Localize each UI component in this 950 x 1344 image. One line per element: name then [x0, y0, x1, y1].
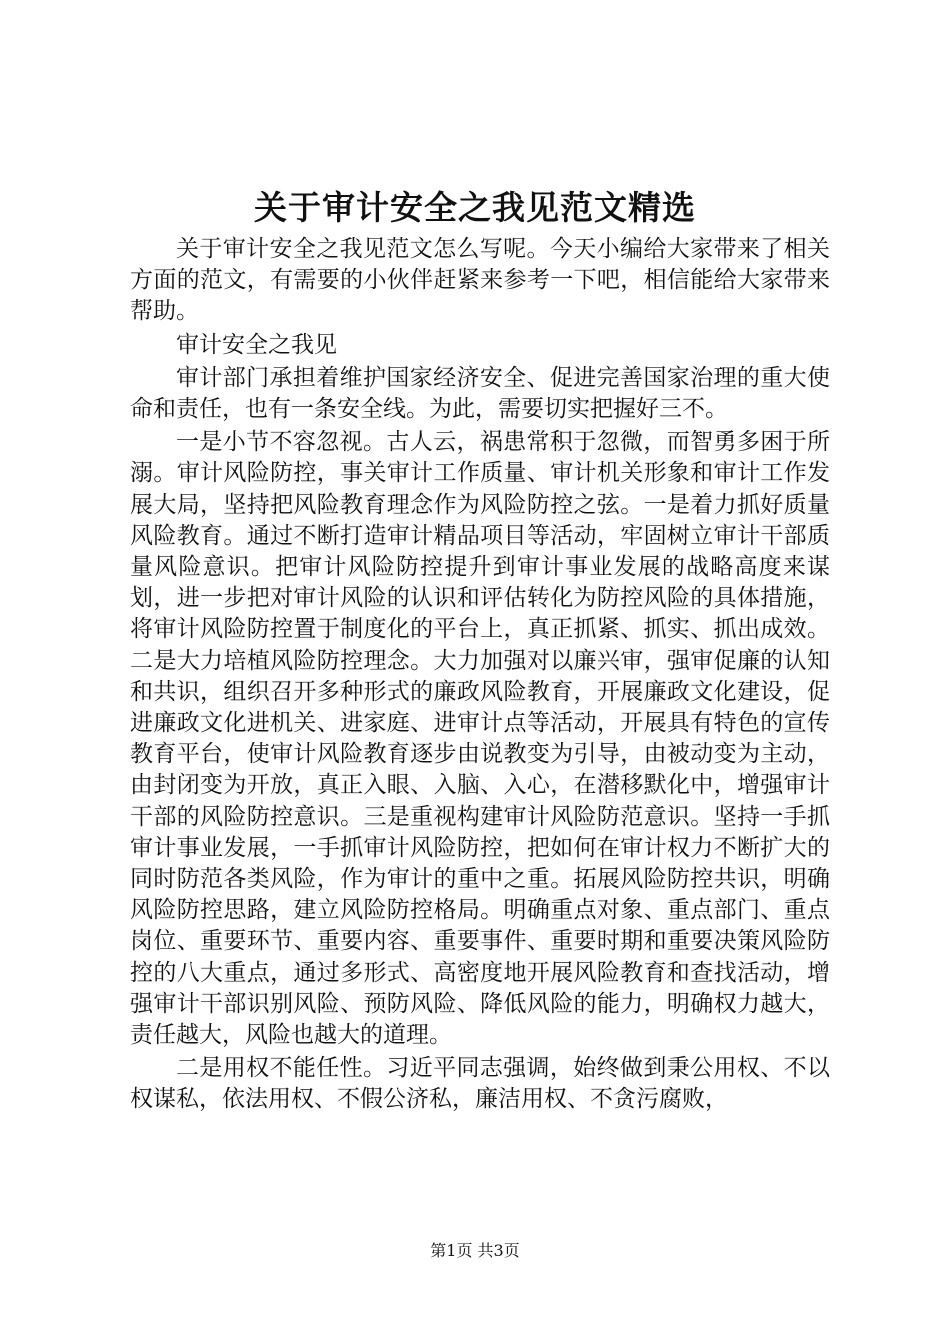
document-title: 关于审计安全之我见范文精选: [254, 188, 696, 227]
paragraph-heading: 审计安全之我见: [176, 331, 337, 358]
document-body: [130, 234, 830, 1118]
paragraph-intro: 关于审计安全之我见范文怎么写呢。今天小编给大家带来了相关方面的范文，有需要的小伙伴赶紧来参考一下吧，相信能给大家带来帮助。: [130, 236, 830, 325]
page-footer: 第1页 共3页: [430, 1241, 520, 1260]
paragraph-point-one: 一是小节不容忽视。古人云，祸患常积于忽微，而智勇多困于所溺。审计风险防控，事关审计工作质量、审计机关形象和审计工作发展大局，坚持把风险教育理念作为风险防控之弦。一是着力抓好质量风险教育。通过不断打造审计精品项目等活动，牢固树立审计干部质量风险意识。把审计风险防控提升到审计事业发展的战略高度来谋划，进一步把对审计风险的认识和评估转化为防控风险的具体措施，将审计风险防控置于制度化的平台上，真正抓紧、抓实、抓出成效。二是大力培植风险防控理念。大力加强对以廉兴审，强审促廉的认知和共识，组织召开多种形式的廉政风险教育，开展廉政文化建设，促进廉政文化进机关、进家庭、进审计点等活动，开展具有特色的宣传教育平台，使审计风险教育逐步由说教变为引导，由被动变为主动，由封闭变为开放，真正入眼、入脑、入心，在潜移默化中，增强审计干部的风险防控意识。三是重视构建审计风险防范意识。坚持一手抓审计事业发展，一手抓审计风险防控，把如何在审计权力不断扩大的同时防范各类风险，作为审计的重中之重。拓展风险防控共识，明确风险防控思路，建立风险防控格局。明确重点对象、重点部门、重点岗位、重要环节、重要内容、重要事件、重要时期和重要决策风险防控的八大重点，通过多形式、高密度地开展风险教育和查找活动，增强审计干部识别风险、预防风险、降低风险的能力，明确权力越大，责任越大，风险也越大的道理。: [130, 429, 830, 1049]
paragraph-overview: 审计部门承担着维护国家经济安全、促进完善国家治理的重大使命和责任，也有一条安全线。为此，需要切实把握好三不。: [130, 364, 830, 423]
paragraph-point-two: 二是用权不能任性。习近平同志强调，始终做到秉公用权、不以权谋私，依法用权、不假公济私，廉洁用权、不贪污腐败，: [130, 1055, 830, 1113]
